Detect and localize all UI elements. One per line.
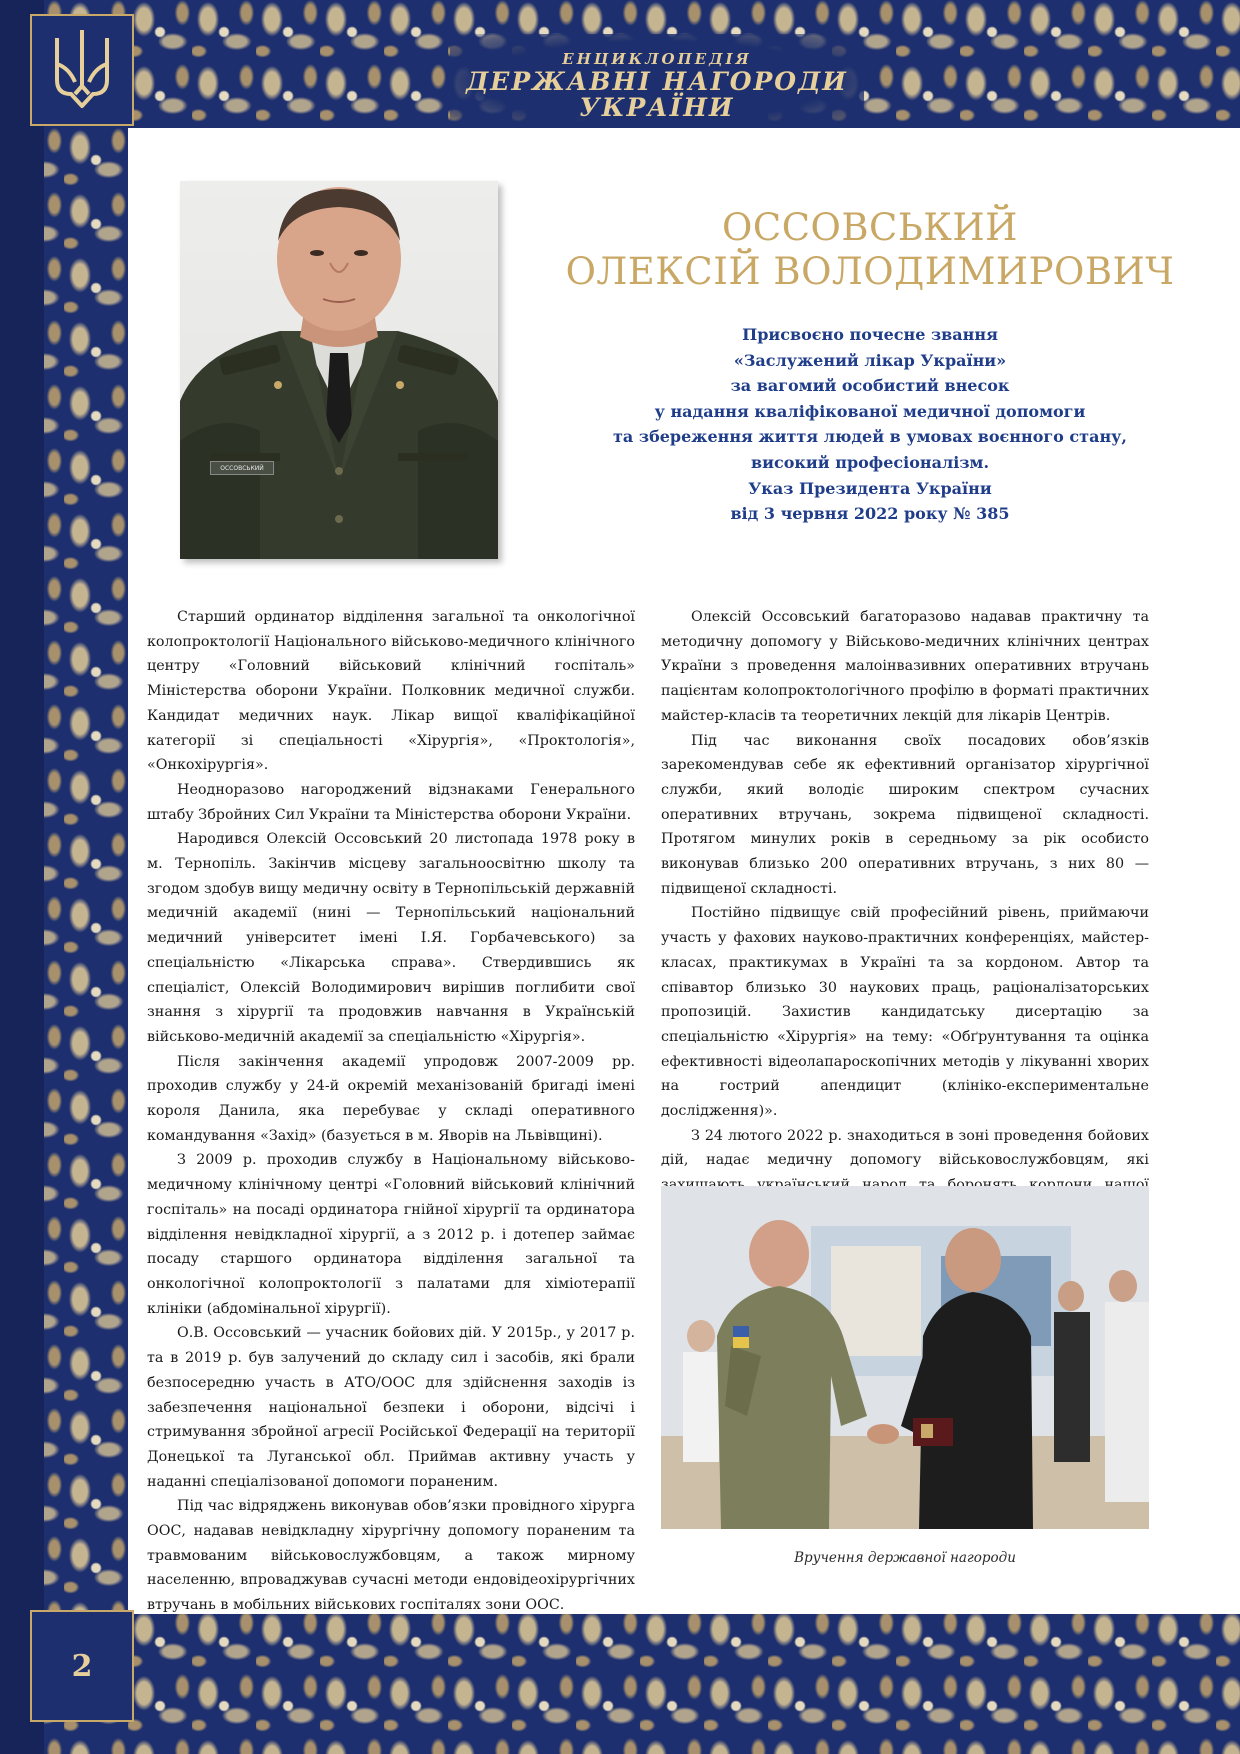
portrait-photo: [180, 181, 498, 559]
person-name: [560, 206, 1180, 294]
person-given-names: ОЛЕКСІЙ ВОЛОДИМИРОВИЧ: [565, 250, 1175, 293]
paragraph: Під час виконання своїх посадових обов’язків зарекомендував себе як ефективний організатор хірургічної служби, який володіє широким спектром сучасних оперативних втручань, зокрема підвищеної складності. Протягом минулих років в середньому за рік особисто виконував близько 200 оперативних втручань, з них 80 — підвищеної складності.: [661, 732, 1149, 897]
title-line-2: УКРАЇНИ: [579, 93, 735, 122]
award-statement: [560, 322, 1180, 527]
award-line: Присвоєно почесне звання: [742, 325, 998, 344]
paragraph: О.В. Оссовський — учасник бойових дій. У 2015р., у 2017 р. та в 2019 р. був залучений до складу сил і засобів, які брали безпосередню участь в АТО/ООС для здійснення заходів із забезпечення національної безпеки і оборони, відсічі і стримування збройної агресії Російської Федерації на території Донецької та Луганської обл. Приймав активну участь у наданні спеціалізованої допомоги пораненим.: [147, 1325, 635, 1490]
person-surname: ОССОВСЬКИЙ: [722, 206, 1018, 249]
photo-caption: Вручення державної нагороди: [794, 1550, 1016, 1566]
award-line: Указ Президента України: [748, 478, 992, 498]
biography-left-column: [147, 605, 635, 1618]
biography-right-column: [661, 605, 1149, 1247]
award-ceremony-photo: [661, 1186, 1149, 1529]
paragraph: З 24 лютого 2022 р. знаходиться в зоні проведення бойових дій, надає медичну допомогу військовослужбовцям, які: [661, 1127, 1149, 1169]
award-ceremony-illustration: [661, 1186, 1149, 1529]
trident-emblem: [30, 14, 134, 126]
uniform-name-tag: ОССОВСЬКИЙ: [210, 461, 274, 475]
encyclopedia-label: ЕНЦИКЛОПЕДІЯ: [562, 50, 752, 68]
award-line: за вагомий особистий внесок: [730, 376, 1010, 396]
award-line: «Заслужений лікар України»: [733, 350, 1007, 370]
frame-edge-strip: [0, 0, 44, 1754]
award-line: високий професіоналізм.: [750, 452, 990, 472]
encyclopedia-title-plate: [450, 34, 864, 128]
award-line: від 3 червня 2022 року № 385: [730, 504, 1010, 524]
paragraph: Неодноразово нагороджений відзнаками Генерального штабу Збройних Сил України та Міністерства оборони України.: [147, 781, 635, 823]
award-line: та збереження життя людей в умовах воєнного стану,: [613, 427, 1127, 447]
paragraph: Олексій Оссовський багаторазово надавав практичну та методичну допомогу у Військово-медичних клінічних центрах України з проведення малоінвазивних оперативних втручань пацієнтам колопроктологічного профілю в форматі практичних майстер-класів та теоретичних лекцій для лікарів Центрів.: [661, 609, 1149, 724]
award-line: у надання кваліфікованої медичної допомоги: [654, 401, 1086, 421]
portrait-illustration: [180, 181, 498, 559]
title-line-1: ДЕРЖАВНІ НАГОРОДИ: [466, 67, 848, 96]
paragraph: Під час відряджень виконував обов’язки провідного хірурга ООС, надавав невідкладну хірургічну допомогу пораненим та травмованим військовослужбовцям, а також мирному населенню, впроваджував сучасні методи ендовідеохірургічних втручань в мобільних військових госпіталях зони ООС.: [147, 1498, 635, 1614]
paragraph: Постійно підвищує свій професійний рівень, приймаючи участь у фахових науково-практичних конференціях, майстер-класах, практикумах в Україні та за кордоном. Автор та співавтор близько 30 наукових праць, раціоналізаторських пропозицій. Захистив кандидатську дисертацію за спеціальністю «Хірургія» на тему: «Обґрунтування та оцінка ефективності відеолапароскопічних методів у лікуванні хворих на гострий апендицит (клініко-експериментальне дослідження)».: [661, 905, 1149, 1120]
paragraph: Після закінчення академії упродовж 2007-2009 рр. проходив службу у 24-й окремій механізованій бригаді імені короля Данила, яка перебуває у складі оперативного командування «Захід» (базується в м. Яворів на Львівщині).: [147, 1053, 635, 1144]
paragraph: Старший ординатор відділення загальної та онкологічної колопроктології Національного військово-медичного клінічного центру «Головний військовий клінічний госпіталь» Міністерства оборони України. Полковник медичної служби. Кандидат медичних наук. Лікар вищої кваліфікаційної категорії зі спеціальності «Хірургія», «Проктологія», «Онкохірургія».: [147, 609, 635, 774]
page-number: 2: [30, 1610, 134, 1722]
paragraph: З 2009 р. проходив службу в Національному військово-медичному клінічному центрі «Головний військовий клінічний госпіталь» на посаді ординатора гнійної хірургії та ординатора відділення невідкладної хірургії, а з 2012 р. і дотепер займає посаду старшого ординатора відділення загальної та онкологічної колопроктології з палатами для хіміотерапії клініки (абдомінальної хірургії).: [147, 1152, 635, 1317]
paragraph: Народився Олексій Оссовський 20 листопада 1978 року в м. Тернопіль. Закінчив місцеву загальноосвітню школу та згодом здобув вищу медичну освіту в Тернопільській державній медичній академії (нині — Тернопільський національний медичний університет імені І.Я. Горбачевського) за спеціальністю «Лікарська справа». Ствердившись як спеціаліст, Олексій Володимирович вирішив поглибити свої знання з хірургії та продовжив навчання в Українській військово-медичній академії за спеціальністю «Хірургія».: [147, 831, 635, 1045]
ornamental-frame-bottom: [0, 1610, 1240, 1754]
trident-icon: [47, 24, 117, 116]
